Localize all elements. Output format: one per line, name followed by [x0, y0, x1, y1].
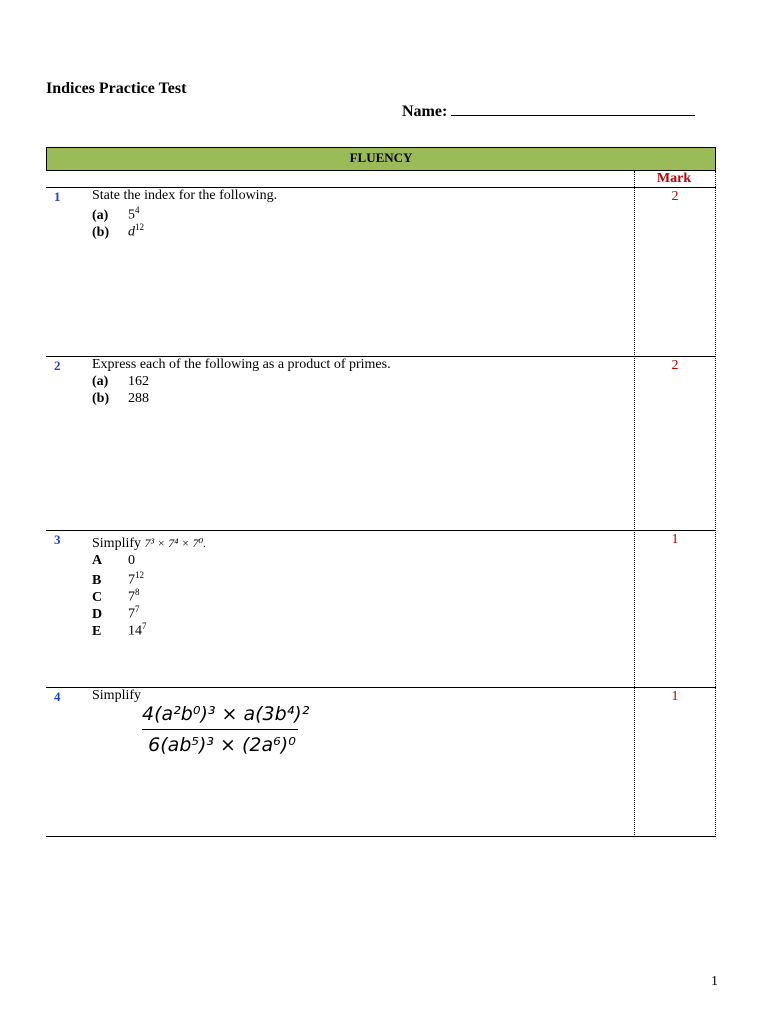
part-base: 5 [128, 207, 135, 223]
part-label: (a) [92, 374, 109, 389]
question-expression: 7³ × 7⁴ × 7⁰. [144, 536, 207, 550]
question-number: 4 [54, 689, 61, 704]
option-label: B [92, 572, 102, 588]
question-text: Simplify [92, 688, 142, 703]
option-value: 7 [128, 572, 135, 588]
option-label: E [92, 623, 102, 639]
name-field [402, 101, 695, 121]
answer-option [92, 553, 135, 569]
page-title: Indices Practice Test [46, 80, 187, 97]
question-mark: 2 [671, 358, 679, 373]
row-divider [46, 836, 716, 837]
mark-column [634, 171, 716, 837]
fraction-bar [142, 729, 298, 730]
part-label: (b) [92, 391, 110, 406]
answer-option [92, 621, 147, 640]
part-base: d [128, 224, 135, 240]
mark-column-header: Mark [656, 171, 692, 186]
question-part [92, 205, 140, 224]
question-part [92, 391, 149, 407]
part-exponent: 12 [135, 222, 144, 232]
option-label: C [92, 589, 103, 605]
option-label: A [92, 553, 103, 568]
option-value: 7 [128, 589, 135, 605]
option-value: 0 [128, 553, 135, 568]
option-exponent: 7 [135, 604, 140, 614]
section-header: FLUENCY [46, 147, 716, 171]
name-blank-line[interactable] [451, 101, 695, 116]
option-exponent: 7 [142, 621, 147, 631]
option-value: 14 [128, 623, 142, 639]
question-text [92, 536, 206, 552]
fraction-numerator: 4(a²b⁰)³ × a(3b⁴)² [142, 703, 310, 725]
question-number: 2 [54, 358, 61, 373]
question-part [92, 222, 144, 241]
option-exponent: 8 [135, 587, 140, 597]
option-label: D [92, 606, 103, 622]
question-part [92, 374, 149, 390]
question-mark: 1 [671, 689, 679, 704]
question-table [46, 147, 716, 837]
question-mark: 2 [671, 189, 679, 204]
fraction-denominator: 6(ab⁵)³ × (2a⁶)⁰ [148, 734, 296, 756]
answer-option [92, 570, 144, 589]
part-exponent: 4 [135, 205, 140, 215]
option-value: 7 [128, 606, 135, 622]
part-label: (a) [92, 207, 109, 223]
row-divider [46, 530, 716, 531]
part-label: (b) [92, 224, 110, 240]
answer-option [92, 587, 140, 606]
question-text-lead: Simplify [92, 536, 142, 551]
row-divider [46, 687, 716, 688]
question-mark: 1 [671, 532, 679, 547]
question-text: Express each of the following as a product of primes. [92, 357, 391, 372]
page-number: 1 [711, 974, 718, 989]
part-value: 288 [128, 391, 149, 406]
option-exponent: 12 [135, 570, 144, 580]
name-label: Name: [402, 103, 448, 120]
fraction-expression [142, 701, 310, 758]
question-text: State the index for the following. [92, 188, 278, 203]
part-value: 162 [128, 374, 149, 389]
question-number: 1 [54, 189, 61, 204]
answer-option [92, 604, 140, 623]
question-number: 3 [54, 532, 61, 547]
